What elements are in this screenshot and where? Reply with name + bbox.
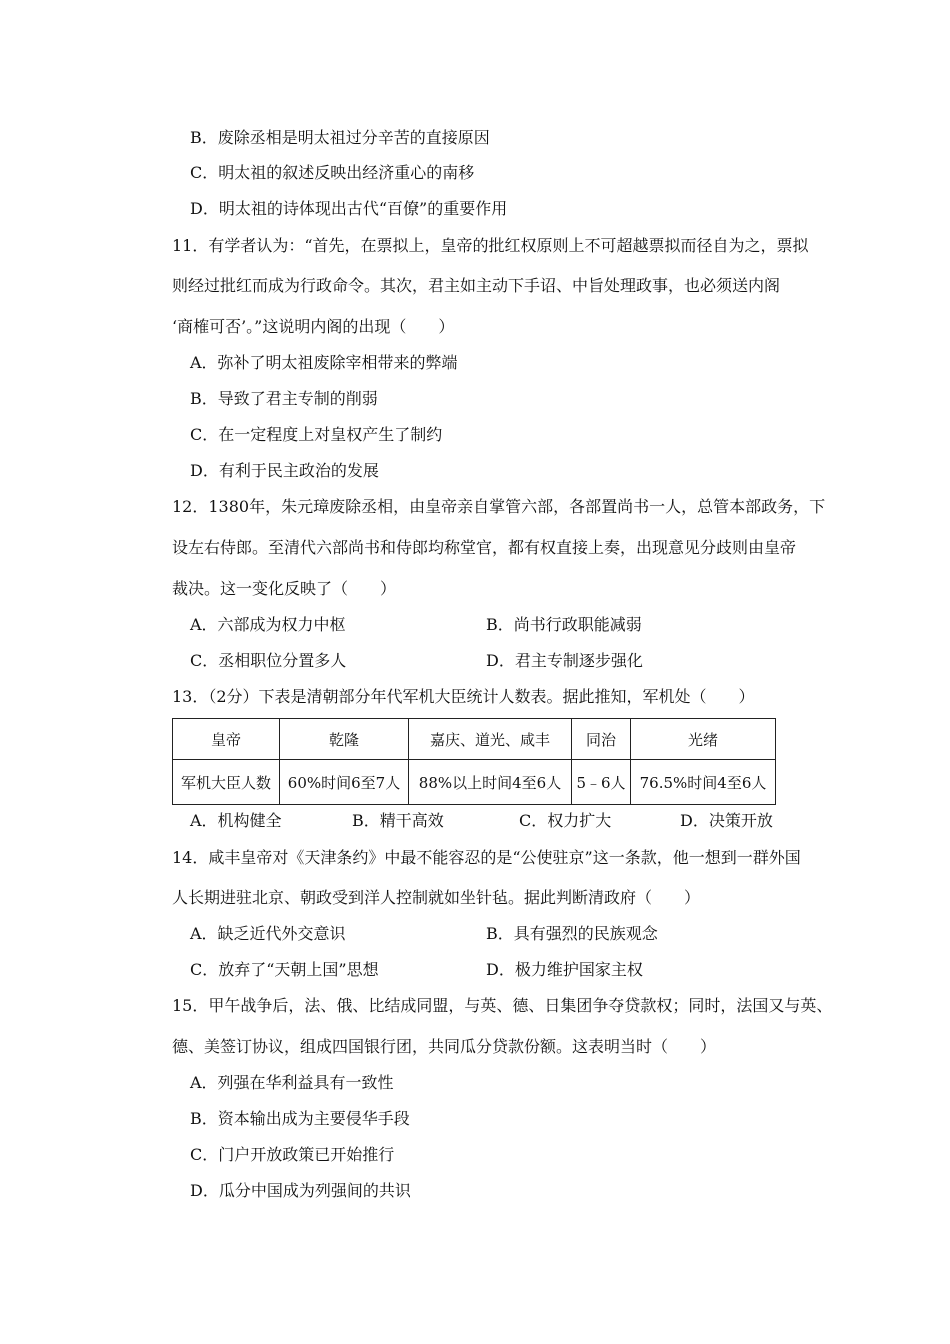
q12-option-d: D．君主专制逐步强化 bbox=[486, 651, 643, 670]
q10-option-c: C．明太祖的叙述反映出经济重心的南移 bbox=[190, 163, 475, 182]
q15-option-c: C．门户开放政策已开始推行 bbox=[190, 1145, 395, 1164]
q14-stem-line-2: 人长期进驻北京、朝政受到洋人控制就如坐针毡。据此判断清政府（ ） bbox=[172, 888, 701, 907]
q11-stem-line-1: 11．有学者认为：“首先，在票拟上，皇帝的批红权原则上不可超越票拟而径自为之，票拟 bbox=[172, 236, 809, 255]
q13-stem: 13．（2分）下表是清朝部分年代军机大臣统计人数表。据此推知，军机处（ ） bbox=[172, 687, 755, 706]
q13-data-table bbox=[172, 718, 776, 805]
q14-option-a: A．缺乏近代外交意识 bbox=[190, 924, 346, 943]
q13-option-b: B．精干高效 bbox=[352, 811, 444, 830]
q12-option-b: B．尚书行政职能减弱 bbox=[486, 615, 642, 634]
q11-option-d: D．有利于民主政治的发展 bbox=[190, 461, 379, 480]
table-header-cell: 乾隆 bbox=[280, 719, 409, 760]
q11-stem-line-2: 则经过批红而成为行政命令。其次，君主如主动下手诏、中旨处理政事，也必须送内阁 bbox=[172, 276, 781, 295]
q15-option-d: D．瓜分中国成为列强间的共识 bbox=[190, 1181, 411, 1200]
table-cell: 军机大臣人数 bbox=[173, 760, 280, 805]
q11-stem-line-3: ‘商榷可否’。”这说明内阁的出现（ ） bbox=[172, 317, 455, 336]
q14-stem-line-1: 14．咸丰皇帝对《天津条约》中最不能容忍的是“公使驻京”这一条款，他一想到一群外国 bbox=[172, 848, 801, 867]
q14-option-b: B．具有强烈的民族观念 bbox=[486, 924, 658, 943]
q12-stem-line-3: 裁决。这一变化反映了（ ） bbox=[172, 579, 397, 598]
q12-option-c: C．丞相职位分置多人 bbox=[190, 651, 347, 670]
q11-option-c: C．在一定程度上对皇权产生了制约 bbox=[190, 425, 443, 444]
q15-stem-line-2: 德、美签订协议，组成四国银行团，共同瓜分贷款份额。这表明当时（ ） bbox=[172, 1037, 717, 1056]
q14-option-c: C．放弃了“天朝上国”思想 bbox=[190, 960, 379, 979]
table-header-cell: 光绪 bbox=[631, 719, 776, 760]
table-header-cell: 同治 bbox=[572, 719, 631, 760]
q12-stem-line-2: 设左右侍郎。至清代六部尚书和侍郎均称堂官，都有权直接上奏，出现意见分歧则由皇帝 bbox=[172, 538, 797, 557]
q12-stem-line-1: 12．1380年，朱元璋废除丞相，由皇帝亲自掌管六部，各部置尚书一人，总管本部政务，下 bbox=[172, 497, 826, 516]
q15-option-b: B．资本输出成为主要侵华手段 bbox=[190, 1109, 410, 1128]
table-cell: 88%以上时间4至6人 bbox=[409, 760, 572, 805]
table-cell: 60%时间6至7人 bbox=[280, 760, 409, 805]
q10-option-d: D．明太祖的诗体现出古代“百僚”的重要作用 bbox=[190, 199, 508, 218]
q13-option-d: D．决策开放 bbox=[680, 811, 773, 830]
table-header-row bbox=[173, 719, 776, 760]
q15-stem-line-1: 15．甲午战争后，法、俄、比结成同盟，与英、德、日集团争夺贷款权；同时，法国又与英、 bbox=[172, 996, 833, 1015]
q13-option-c: C．权力扩大 bbox=[519, 811, 612, 830]
table-header-cell: 嘉庆、道光、咸丰 bbox=[409, 719, 572, 760]
table-row bbox=[173, 760, 776, 805]
table-cell: 76.5%时间4至6人 bbox=[631, 760, 776, 805]
q10-option-b: B．废除丞相是明太祖过分辛苦的直接原因 bbox=[190, 128, 490, 147]
table-header-cell: 皇帝 bbox=[173, 719, 280, 760]
q11-option-b: B．导致了君主专制的削弱 bbox=[190, 389, 378, 408]
q13-option-a: A．机构健全 bbox=[190, 811, 282, 830]
table-cell: 5﹣6人 bbox=[572, 760, 631, 805]
q14-option-d: D．极力维护国家主权 bbox=[486, 960, 643, 979]
q12-option-a: A．六部成为权力中枢 bbox=[190, 615, 346, 634]
q11-option-a: A．弥补了明太祖废除宰相带来的弊端 bbox=[190, 353, 458, 372]
q15-option-a: A．列强在华利益具有一致性 bbox=[190, 1073, 394, 1092]
